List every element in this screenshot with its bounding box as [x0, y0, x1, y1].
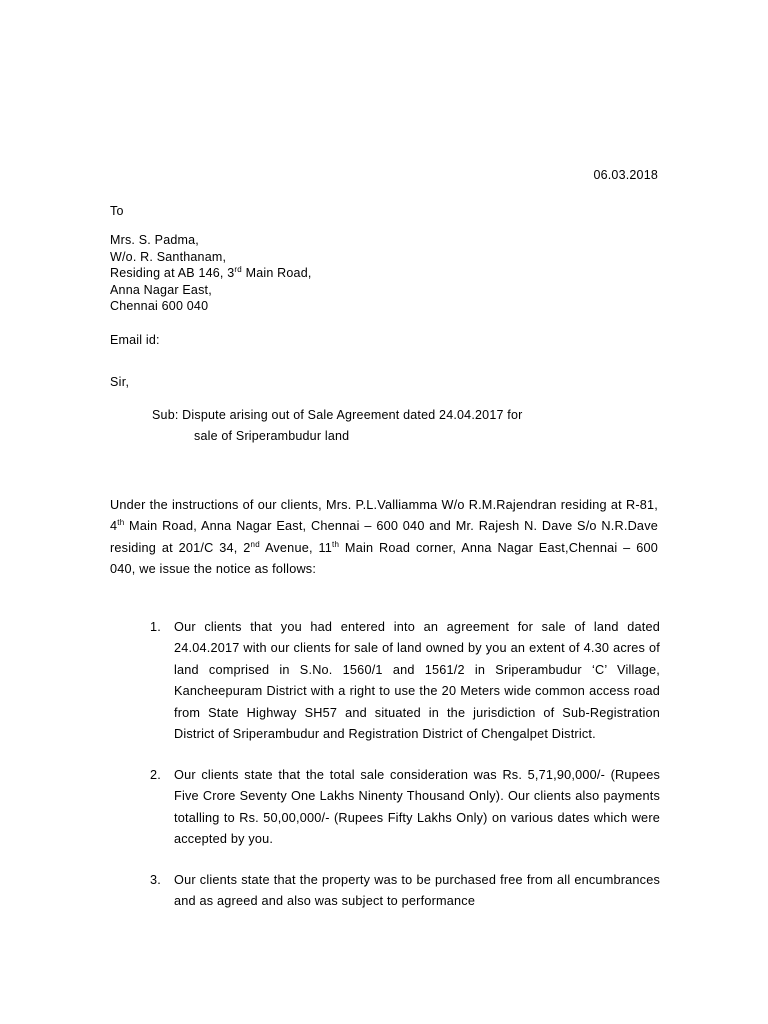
- to-label: To: [110, 204, 124, 218]
- email-label: Email id:: [110, 332, 160, 347]
- clause-item: Our clients state that the property was to be purchased free from all encumbrances and as agreed and also was subject to performance: [174, 872, 660, 908]
- recipient-line: Mrs. S. Padma,: [110, 233, 199, 247]
- recipient-line: Anna Nagar East,: [110, 282, 212, 297]
- clause-item: Our clients state that the total sale consideration was Rs. 5,71,90,000/- (Rupees Five Crore Seventy One Lakhs Ninenty Thousand Only). Our clients also payments totalling to Rs. 50,00,000/- (Rupees Fifty Lakhs Only) on various dates which were accepted by you.: [174, 767, 660, 846]
- subject-line-2: sale of Sriperambudur land: [194, 428, 350, 443]
- salutation: Sir,: [110, 374, 130, 389]
- subject-block: [152, 405, 660, 447]
- intro-paragraph: Under the instructions of our clients, Mrs. P.L.Valliamma W/o R.M.Rajendran residing at R-81, 4th Main Road, Anna Nagar East, Chennai – 600 040 and Mr. Rajesh N. Dave S/o N.R.Dave residing at 201/C 34, 2nd Avenue, 11th Main Road corner, Anna Nagar East,Chennai – 600 040, we issue the notice as follows:: [110, 497, 658, 576]
- subject-line-1: Sub: Dispute arising out of Sale Agreement dated 24.04.2017 for: [152, 407, 523, 422]
- recipient-line: Chennai 600 040: [110, 299, 209, 313]
- recipient-line: Residing at AB 146, 3rd Main Road,: [110, 264, 312, 280]
- recipient-line: W/o. R. Santhanam,: [110, 249, 227, 264]
- recipient-address: [110, 232, 660, 315]
- clause-list: [110, 617, 660, 913]
- clause-item: Our clients that you had entered into an agreement for sale of land dated 24.04.2017 with our clients for sale of land owned by you an extent of 4.30 acres of land comprised in S.No. 1560/1 and 1561/2 in Sriperambudur ‘C’ Village, Kancheepuram District with a right to use the 20 Meters wide common access road from State Highway SH57 and situated in the jurisdiction of Sub-Registration District of Sriperambudur and Registration District of Chengalpet District.: [174, 619, 660, 741]
- letter-date: 06.03.2018: [593, 168, 658, 182]
